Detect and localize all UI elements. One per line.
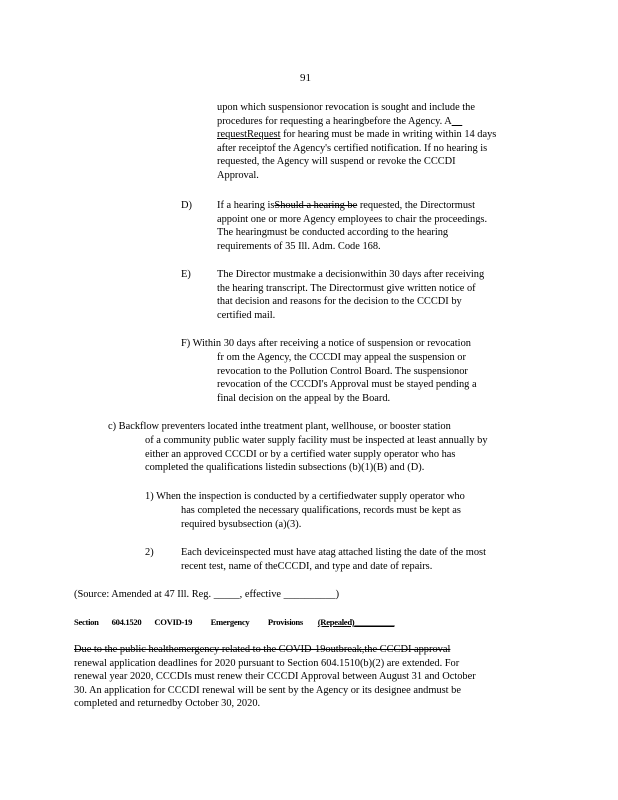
section-number: 604.1520 — [111, 617, 142, 627]
page-number: 91 — [300, 72, 311, 84]
text-line: has completed the necessary qualifications, records must be kept as — [181, 505, 461, 516]
text-line: Approval. — [217, 169, 259, 181]
item-label-d: D) — [181, 200, 192, 211]
section-title: Provisions — [267, 617, 303, 627]
section-title: Emergency — [210, 617, 250, 627]
text-line — [217, 128, 539, 142]
paragraph-item-f — [181, 337, 521, 351]
text-line-text: procedures for requesting a hearingbefore the Agency. A — [217, 115, 452, 127]
paragraph-item-c2 — [181, 546, 535, 573]
repealed-paragraph — [74, 643, 541, 711]
paragraph-continuation — [217, 101, 539, 182]
source-blank: __________ — [283, 589, 336, 600]
text-line: 1) When the inspection is conducted by a certifiedwater supply operator who — [145, 491, 465, 502]
struck-text: Should a hearing be — [274, 200, 358, 211]
text-line: the hearing transcript. The Directormust give written notice of — [217, 282, 476, 294]
struck-text: Due to the public healthemergency related to the COVID-19outbreak,the CCCDI approval — [74, 644, 451, 655]
source-note — [74, 588, 404, 602]
text-line: revocation to the Pollution Control Board. The suspensionor — [217, 365, 468, 377]
text-line: requirements of 35 Ill. Adm. Code 168. — [217, 240, 381, 252]
paragraph-item-c1-cont — [181, 504, 507, 531]
source-text: , effective — [239, 589, 282, 600]
text-line: renewal application deadlines for 2020 pursuant to Section 604.1510(b)(2) are extended. For — [74, 657, 460, 669]
text-line: either an approved CCCDI or by a certified water supply operator who has — [145, 448, 456, 460]
paragraph-item-d — [217, 199, 539, 253]
text-line: completed and returnedby October 30, 2020. — [74, 698, 261, 709]
text-line: final decision on the appeal by the Board. — [217, 392, 391, 404]
text-line: Each deviceinspected must have atag attached listing the date of the most — [181, 547, 486, 558]
source-text: (Source: Amended at 47 Ill. Reg. — [74, 589, 212, 600]
source-text: ) — [335, 589, 340, 600]
paragraph-item-f-cont — [217, 351, 522, 405]
text-line: 30. An application for CCCDI renewal will be sent by the Agency or its designee andmust be — [74, 684, 461, 696]
text-line — [74, 616, 404, 630]
text-line: required bysubsection (a)(3). — [181, 518, 302, 530]
text-line: after receiptof the Agency's certified notification. If no hearing is — [217, 142, 488, 154]
text-line: c) Backflow preventers located inthe treatment plant, wellhouse, or booster station — [108, 421, 451, 432]
text-line: F) Within 30 days after receiving a notice of suspension or revocation — [181, 338, 471, 349]
section-word: Section — [74, 617, 99, 627]
text-line: upon which suspensionor revocation is sought and include the — [217, 102, 475, 113]
paragraph-item-c — [108, 420, 508, 434]
paragraph-item-c1 — [145, 490, 517, 504]
text-line: of a community public water supply facility must be inspected at least annually by — [145, 435, 488, 446]
text-line — [217, 115, 539, 129]
text-line: renewal year 2020, CCCDIs must renew their CCCDI Approval between August 31 and October — [74, 671, 476, 682]
item-label-e: E) — [181, 269, 191, 280]
paragraph-item-c-cont — [145, 434, 541, 475]
section-heading — [74, 616, 404, 630]
section-underline: __________ — [354, 617, 395, 627]
text-line: fr om the Agency, the CCCDI may appeal the suspension or — [217, 352, 466, 363]
item-label-2: 2) — [145, 547, 154, 558]
text-line: revocation of the CCCDI's Approval must be stayed pending a — [217, 379, 477, 390]
underlined-insertion: requestRequest — [217, 129, 281, 140]
text-line — [74, 588, 404, 602]
underlined-insertion: __ — [451, 115, 463, 127]
text-line-text: for hearing must be made in writing within 14 days — [283, 129, 497, 140]
text-line-text: requested, the Directormust — [357, 200, 475, 211]
section-title: COVID-19 — [154, 617, 193, 627]
text-line: appoint one or more Agency employees to chair the proceedings. — [217, 213, 488, 225]
text-line: that decision and reasons for the decision to the CCCDI by — [217, 296, 462, 307]
text-line: recent test, name of theCCCDI, and type and date of repairs. — [181, 560, 433, 572]
text-line: certified mail. — [217, 309, 276, 321]
text-line-text: If a hearing is — [217, 200, 275, 211]
section-status: (Repealed) — [317, 617, 355, 627]
text-line: completed the qualifications listedin subsections (b)(1)(B) and (D). — [145, 462, 425, 473]
source-blank: _____ — [213, 589, 240, 600]
text-line: The hearingmust be conducted according to the hearing — [217, 227, 449, 238]
text-line: requested, the Agency will suspend or revoke the CCCDI — [217, 156, 456, 167]
text-line — [217, 199, 539, 213]
paragraph-item-e — [217, 268, 539, 322]
text-line: The Director mustmake a decisionwithin 30 days after receiving — [217, 269, 485, 280]
